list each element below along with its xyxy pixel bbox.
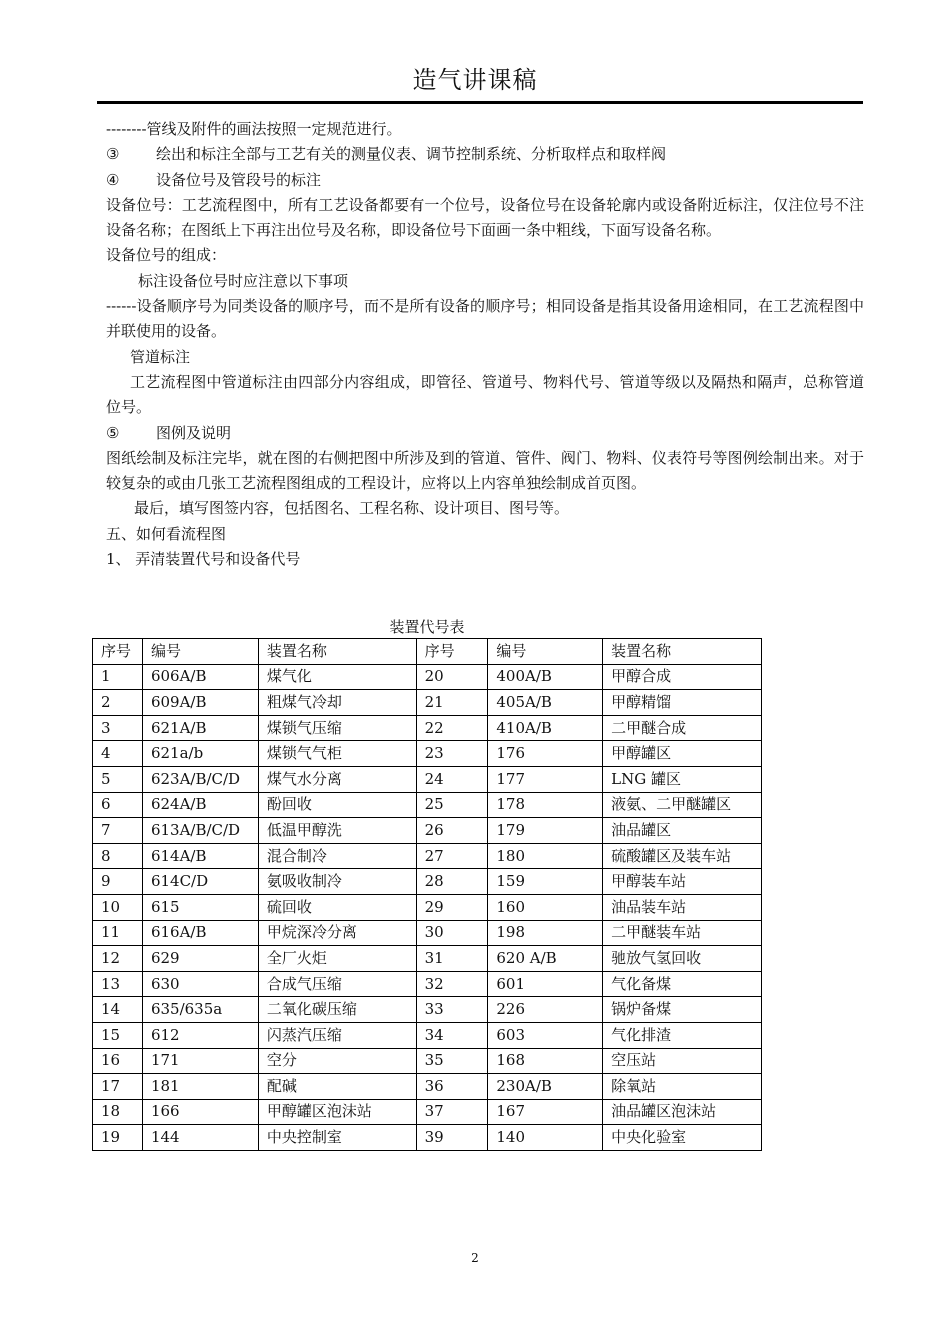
table-cell: 34 (416, 1022, 488, 1048)
table-cell: 178 (488, 792, 603, 818)
table-row (93, 946, 762, 972)
table-cell: 606A/B (142, 664, 258, 690)
subsection-heading-1: 1、 弄清装置代号和设备代号 (106, 550, 301, 569)
column-header: 序号 (416, 639, 488, 665)
section-heading-5: 五、如何看流程图 (106, 524, 227, 543)
table-cell: 614A/B (142, 843, 258, 869)
table-cell: 176 (488, 741, 603, 767)
header-divider (97, 101, 863, 104)
table-cell: 15 (93, 1022, 143, 1048)
table-cell: 酚回收 (258, 792, 416, 818)
table-row (93, 664, 762, 690)
list-item-3 (106, 142, 864, 167)
table-cell: 14 (93, 997, 143, 1023)
table-cell: 空分 (258, 1048, 416, 1074)
table-cell: 11 (93, 920, 143, 946)
table-row (93, 792, 762, 818)
table-cell: 35 (416, 1048, 488, 1074)
paragraph-legend: 图纸绘制及标注完毕，就在图的右侧把图中所涉及到的管道、管件、阀门、物料、仪表符号等图例绘制出来。对于较复杂的或由几张工艺流程图组成的工程设计，应将以上内容单独绘制成首页图。 (106, 448, 864, 493)
list-item-4-number: ④ (106, 170, 120, 189)
table-cell: 中央控制室 (258, 1125, 416, 1151)
table-cell: 612 (142, 1022, 258, 1048)
table-cell: 31 (416, 946, 488, 972)
table-cell: 168 (488, 1048, 603, 1074)
table-cell: 601 (488, 971, 603, 997)
list-item-5-text: 图例及说明 (156, 423, 232, 442)
table-cell: 181 (142, 1074, 258, 1100)
table-cell: 613A/B/C/D (142, 818, 258, 844)
table-cell: 混合制冷 (258, 843, 416, 869)
table-header-row (93, 639, 762, 665)
table-cell: 低温甲醇洗 (258, 818, 416, 844)
table-cell: 硫酸罐区及装车站 (603, 843, 762, 869)
table-cell: 30 (416, 920, 488, 946)
table-cell: 27 (416, 843, 488, 869)
table-cell: 二氧化碳压缩 (258, 997, 416, 1023)
table-cell: 气化排渣 (603, 1022, 762, 1048)
paragraph-pipeline-drawing: --------管线及附件的画法按照一定规范进行。 (106, 120, 402, 138)
table-cell: 615 (142, 894, 258, 920)
column-header: 编号 (488, 639, 603, 665)
column-header: 编号 (142, 639, 258, 665)
table-cell: 179 (488, 818, 603, 844)
table-cell: 37 (416, 1099, 488, 1125)
table-cell: 粗煤气冷却 (258, 690, 416, 716)
page-number: 2 (471, 1251, 479, 1265)
table-cell: 24 (416, 766, 488, 792)
table-row (93, 1074, 762, 1100)
table-row (93, 766, 762, 792)
table-cell: 21 (416, 690, 488, 716)
table-cell: 29 (416, 894, 488, 920)
table-row (93, 715, 762, 741)
list-item-5 (106, 421, 864, 446)
table-row (93, 1099, 762, 1125)
table-cell: 甲醇精馏 (603, 690, 762, 716)
list-item-5-number: ⑤ (106, 423, 120, 442)
table-cell: 623A/B/C/D (142, 766, 258, 792)
table-cell: 19 (93, 1125, 143, 1151)
table-row (93, 690, 762, 716)
table-cell: 620 A/B (488, 946, 603, 972)
table-cell: 配碱 (258, 1074, 416, 1100)
table-cell: 全厂火炬 (258, 946, 416, 972)
table-cell: 油品罐区泡沫站 (603, 1099, 762, 1125)
table-cell: 144 (142, 1125, 258, 1151)
paragraph-title-block: 最后，填写图签内容，包括图名、工程名称、设计项目、图号等。 (134, 499, 570, 518)
table-cell: 603 (488, 1022, 603, 1048)
table-cell: 甲醇罐区 (603, 741, 762, 767)
table-cell: 410A/B (488, 715, 603, 741)
table-cell: 630 (142, 971, 258, 997)
table-cell: 23 (416, 741, 488, 767)
table-cell: 甲醇合成 (603, 664, 762, 690)
table-row (93, 1048, 762, 1074)
table-cell: 氨吸收制冷 (258, 869, 416, 895)
table-cell: 33 (416, 997, 488, 1023)
table-row (93, 971, 762, 997)
table-cell: 4 (93, 741, 143, 767)
table-cell: 159 (488, 869, 603, 895)
table-cell: 32 (416, 971, 488, 997)
table-row (93, 997, 762, 1023)
table-cell: 煤锁气压缩 (258, 715, 416, 741)
column-header: 装置名称 (258, 639, 416, 665)
table-cell: 闪蒸汽压缩 (258, 1022, 416, 1048)
table-cell: 624A/B (142, 792, 258, 818)
table-cell: 气化备煤 (603, 971, 762, 997)
table-cell: 180 (488, 843, 603, 869)
table-cell: 226 (488, 997, 603, 1023)
table-cell: 二甲醚装车站 (603, 920, 762, 946)
table-cell: 中央化验室 (603, 1125, 762, 1151)
table-cell: 166 (142, 1099, 258, 1125)
table-cell: 油品罐区 (603, 818, 762, 844)
table-cell: 2 (93, 690, 143, 716)
table-cell: 13 (93, 971, 143, 997)
table-cell: 405A/B (488, 690, 603, 716)
table-cell: 140 (488, 1125, 603, 1151)
table-cell: 硫回收 (258, 894, 416, 920)
table-cell: 空压站 (603, 1048, 762, 1074)
table-cell: 616A/B (142, 920, 258, 946)
table-cell: 甲烷深冷分离 (258, 920, 416, 946)
table-row (93, 741, 762, 767)
table-cell: 12 (93, 946, 143, 972)
table-cell: 36 (416, 1074, 488, 1100)
body-text (106, 117, 864, 572)
table-cell: 26 (416, 818, 488, 844)
table-cell: LNG 罐区 (603, 766, 762, 792)
table-row (93, 843, 762, 869)
table-cell: 609A/B (142, 690, 258, 716)
table-cell: 17 (93, 1074, 143, 1100)
table-row (93, 894, 762, 920)
table-cell: 煤气水分离 (258, 766, 416, 792)
document-header-title: 造气讲课稿 (412, 66, 538, 94)
table-cell: 10 (93, 894, 143, 920)
paragraph-pipe-label: 工艺流程图中管道标注由四部分内容组成，即管径、管道号、物料代号、管道等级以及隔热和隔声，总称管道位号。 (106, 372, 864, 417)
table-row (93, 818, 762, 844)
table-cell: 400A/B (488, 664, 603, 690)
paragraph-tag-notes: 标注设备位号时应注意以下事项 (138, 271, 349, 290)
table-cell: 8 (93, 843, 143, 869)
table-cell: 煤气化 (258, 664, 416, 690)
paragraph-sequence-number: ------设备顺序号为同类设备的顺序号，而不是所有设备的顺序号；相同设备是指其设备用途相同，在工艺流程图中并联使用的设备。 (106, 297, 864, 341)
list-item-4-text: 设备位号及管段号的标注 (156, 170, 322, 189)
table-cell: 28 (416, 869, 488, 895)
table-cell: 二甲醚合成 (603, 715, 762, 741)
table-cell: 液氨、二甲醚罐区 (603, 792, 762, 818)
table-cell: 煤锁气气柜 (258, 741, 416, 767)
table-row (93, 920, 762, 946)
table-cell: 160 (488, 894, 603, 920)
table-cell: 635/635a (142, 997, 258, 1023)
list-item-3-text: 绘出和标注全部与工艺有关的测量仪表、调节控制系统、分析取样点和取样阀 (156, 145, 667, 164)
table-body (93, 664, 762, 1150)
table-cell: 1 (93, 664, 143, 690)
table-cell: 5 (93, 766, 143, 792)
table-cell: 171 (142, 1048, 258, 1074)
paragraph-equipment-tag: 设备位号：工艺流程图中，所有工艺设备都要有一个位号，设备位号在设备轮廓内或设备附近标注，仅注位号不注设备名称；在图纸上下再注出位号及名称，即设备位号下面画一条中粗线，下面写设备名称。 (106, 195, 864, 240)
table-cell: 18 (93, 1099, 143, 1125)
table-cell: 20 (416, 664, 488, 690)
table-cell: 167 (488, 1099, 603, 1125)
table-cell: 621A/B (142, 715, 258, 741)
paragraph-pipe-label-heading: 管道标注 (130, 347, 191, 366)
table-cell: 22 (416, 715, 488, 741)
table-cell: 甲醇装车站 (603, 869, 762, 895)
table-cell: 25 (416, 792, 488, 818)
table-row (93, 869, 762, 895)
column-header: 序号 (93, 639, 143, 665)
table-cell: 6 (93, 792, 143, 818)
table-cell: 621a/b (142, 741, 258, 767)
paragraph-tag-composition: 设备位号的组成： (106, 246, 227, 265)
table-row (93, 1125, 762, 1151)
table-cell: 7 (93, 818, 143, 844)
table-caption: 装置代号表 (389, 618, 465, 636)
table-cell: 614C/D (142, 869, 258, 895)
list-item-4 (106, 168, 864, 193)
table-cell: 16 (93, 1048, 143, 1074)
table-cell: 3 (93, 715, 143, 741)
table-cell: 驰放气氢回收 (603, 946, 762, 972)
table-row (93, 1022, 762, 1048)
table-cell: 除氧站 (603, 1074, 762, 1100)
table-cell: 198 (488, 920, 603, 946)
table-cell: 合成气压缩 (258, 971, 416, 997)
list-item-3-number: ③ (106, 145, 120, 164)
table-cell: 177 (488, 766, 603, 792)
table-cell: 230A/B (488, 1074, 603, 1100)
column-header: 装置名称 (603, 639, 762, 665)
table-cell: 629 (142, 946, 258, 972)
table-cell: 甲醇罐区泡沫站 (258, 1099, 416, 1125)
table-cell: 油品装车站 (603, 894, 762, 920)
table-cell: 锅炉备煤 (603, 997, 762, 1023)
table-cell: 9 (93, 869, 143, 895)
unit-code-table (92, 638, 762, 1151)
table-cell: 39 (416, 1125, 488, 1151)
